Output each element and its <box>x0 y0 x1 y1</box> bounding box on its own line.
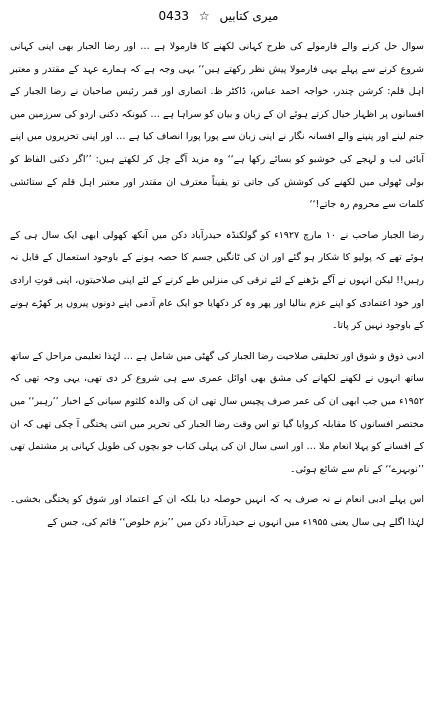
paragraph: اس پہلے ادبی انعام نے نہ صرف یہ کہ انہیں حوصلہ دیا بلکہ ان کے اعتماد اور شوق کو پختگی بخشی۔ لہٰذا اگلے ہی سال یعنی ۱۹۵۵ء میں انہوں نے حیدرآباد دکن میں ’’بزم خلوص‘‘ قائم کی، جس کے <box>10 494 424 528</box>
page-body <box>10 36 424 538</box>
page-header <box>0 6 437 26</box>
paragraph: ادبی ذوق و شوق اور تخلیقی صلاحیت رضا الجبار کی گھٹی میں شامل ہے … لہٰذا تعلیمی مراحل کے ساتھ ساتھ انہوں نے لکھنے لکھانے کی مشق بھی اوائل عمری سے ہی شروع کر دی تھی، یہی وجہ تھی کہ ۱۹۵۲ء میں جب ابھی ان کی عمر صرف پچیس سال تھی ان کی والدہ کلثوم سیانی کے اخبار ’’رہبر‘‘ میں مختصر افسانوں کا مقابلہ کروایا گیا تو اس وقت رضا الجبار کی تحریر میں اتنی پختگی آ چکی تھی کہ ان کے افسانے کو پہلا انعام ملا … اور اسی سال ان کی پہلی کتاب جو بچوں کی طویل کہانی پر مشتمل تھی ’’نوبہرے‘‘ کے نام سے شائع ہوئی۔ <box>10 350 424 475</box>
paragraph: رضا الجبار صاحب نے ۱۰ مارچ ۱۹۲۷ء کو گولکنڈہ حیدرآباد دکن میں آنکھ کھولی ابھی ایک سال ہی کے ہوئے تھے کہ پولیو کا شکار ہو گئے اور ان کی ٹانگیں جسم کا حصہ ہونے کے باوجود استعمال کے قابل نہ رہیں!! لیکن انہوں نے آگے بڑھنے کے لئے ترقی کی منزلیں طے کرنے کے لئے اپنی صلاحیتوں، اپنی قوتِ ارادی اور خود اعتمادی کو اپنے عزم بنالیا اور پھر وہ کر دکھایا جو ایک عام آدمی اپنے دونوں پیروں پر کھڑے ہونے کے باوجود نہیں کر پاتا۔ <box>10 229 424 332</box>
book-title: میری کتابیں <box>219 9 279 23</box>
paragraph: سوال حل کرنے والے فارمولے کی طرح کہانی لکھنے کا فارمولا ہے … اور رضا الجبار بھی اپنی کہانی شروع کرنے سے پہلے یہی فارمولا پیش نظر رکھتے ہیں‘‘ یہی وجہ ہے کہ ہمارے عہد کے مقتدر و معتبر اہل قلم: کرشن چندر، خواجہ احمد عباس، ڈاکٹر ظ. انصاری اور قمر رئیس صاحبان نے رضا الجبار کے افسانوں پر اظہار خیال کرتے ہوئے ان کے زبان و بیان کو سراہا ہے … کیونکہ دکنی اردو کی سرزمین میں جنم لینے اور پنپنے والے افسانہ نگار نے اپنی زبان سے پورا پورا انصاف کیا ہے … اور اپنی تحریروں میں اپنے آبائی لب و لہجے کی خوشبو کو بسائے رکھا ہے‘‘ وہ مزید آگے چل کر لکھتے ہیں: ’’اگر دکنی الفاظ کو بولی ٹھولی میں لکھنے کی کوشش کی جاتی تو یقیناً معترف ان مقتدر اور معتبر اہل قلم کے ستائشی کلمات سے محروم رہ جاتے!‘‘ <box>10 41 424 211</box>
star-icon: ☆ <box>198 9 210 23</box>
page-number: 0433 <box>158 9 190 23</box>
